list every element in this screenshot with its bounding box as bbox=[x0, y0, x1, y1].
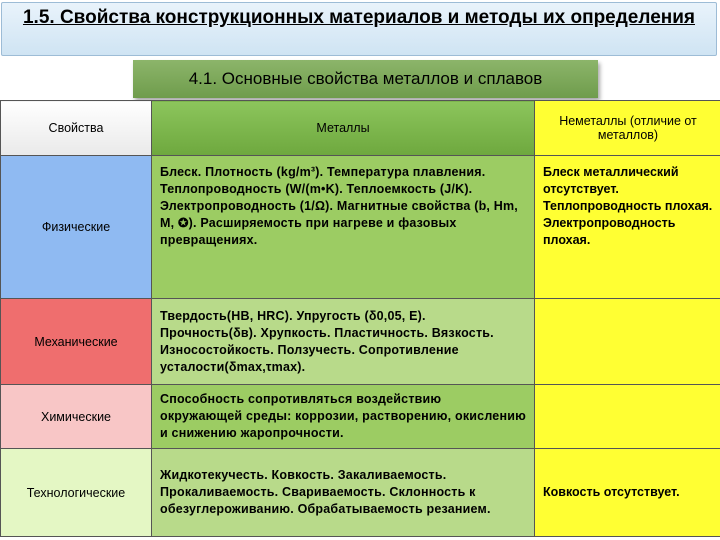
header-properties: Свойства bbox=[1, 101, 152, 156]
cell-metals-mechanical: Твердость(HB, HRC). Упругость (δ0,05, E). Прочность(δв). Хрупкость. Пластичность. Вязкость. Износостойкость. Ползучесть. Сопротивление усталости(δmax,τmax). bbox=[152, 299, 535, 385]
row-label-technological: Технологические bbox=[1, 449, 152, 537]
cell-nonmetals-mechanical bbox=[535, 299, 720, 385]
table-row bbox=[1, 156, 720, 299]
row-label-chemical: Химические bbox=[1, 385, 152, 449]
cell-nonmetals-chemical bbox=[535, 385, 720, 449]
header-nonmetals: Неметаллы (отличие от металлов) bbox=[535, 101, 720, 156]
cell-metals-chemical: Способность сопротивляться воздействию окружающей среды: коррозии, растворению, окислению и снижению жаропрочности. bbox=[152, 385, 535, 449]
page-title: 1.5. Свойства конструкционных материалов и методы их определения bbox=[22, 7, 695, 28]
section-subtitle: 4.1. Основные свойства металлов и сплавов bbox=[188, 69, 543, 88]
cell-nonmetals-technological: Ковкость отсутствует. bbox=[535, 449, 720, 537]
cell-metals-technological: Жидкотекучесть. Ковкость. Закаливаемость. Прокаливаемость. Свариваемость. Склонность к обезуглероживанию. Обрабатываемость резанием. bbox=[152, 449, 535, 537]
header-metals: Металлы bbox=[152, 101, 535, 156]
row-label-physical: Физические bbox=[1, 156, 152, 299]
title-banner bbox=[1, 2, 717, 56]
subtitle-banner bbox=[133, 60, 598, 98]
cell-metals-physical: Блеск. Плотность (kg/m³). Температура плавления. Теплопроводность (W/(m•K). Теплоемкость (J/K). Электропроводность (1/Ω). Магнитные свойства (b, Hm, M, ✪). Расширяемость при нагреве и фазовых превращениях. bbox=[152, 156, 535, 299]
row-label-mechanical: Механические bbox=[1, 299, 152, 385]
table-row bbox=[1, 385, 720, 449]
table-header-row bbox=[1, 101, 720, 156]
table-row bbox=[1, 449, 720, 537]
cell-nonmetals-physical: Блеск металлический отсутствует. Теплопроводность плохая. Электропроводность плохая. bbox=[535, 156, 720, 299]
table-row bbox=[1, 299, 720, 385]
properties-table bbox=[0, 100, 720, 537]
